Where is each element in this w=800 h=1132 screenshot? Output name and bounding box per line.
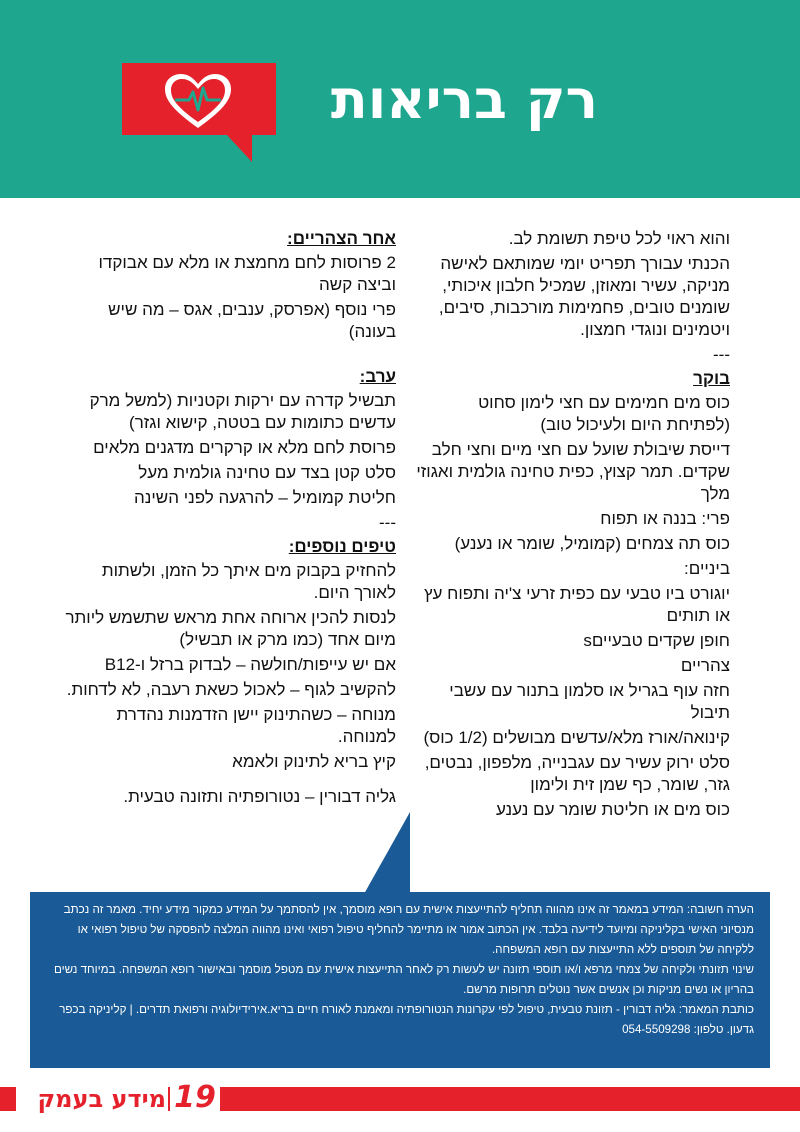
menu-item: סלט ירוק עשיר עם עגבנייה, מלפפון, נבטים, גזר, שומר, כף שמן זית ולימון bbox=[424, 753, 730, 794]
heart-pulse-icon bbox=[163, 72, 233, 132]
page-title: רק בריאות bbox=[330, 68, 598, 131]
intro-line-2: הכנתי עבורך תפריט יומי שמותאם לאישה מניקה, עשיר ומאוזן, שמכיל חלבון איכותי, שומנים טובים, פחמימות מורכבות, סיבים, ויטמינים ונוגדי חמצון. bbox=[438, 254, 730, 339]
tip-item: לנסות להכין ארוחה אחת מראש שתשמש ליותר מיום אחד (כמו מרק או תבשיל) bbox=[65, 608, 396, 649]
afternoon-heading: אחר הצהריים: bbox=[287, 229, 396, 248]
menu-item: דייסת שיבולת שועל עם חצי מיים וחצי חלב שקדים. תמר קצוץ, כפית טחינה גולמית ואגוזי מלך bbox=[416, 440, 730, 503]
intro-line-1: והוא ראוי לכל טיפת תשומת לב. bbox=[508, 229, 730, 248]
menu-item: תבשיל קדרה עם ירקות וקטניות (למשל מרק עדשים כתומות עם בטטה, קישוא וגזר) bbox=[89, 391, 396, 432]
menu-item: 2 פרוסות לחם מחמצת או מלא עם אבוקדו וביצה קשה bbox=[98, 253, 396, 294]
menu-item: פרי: בננה או תפוח bbox=[600, 509, 730, 528]
menu-item: יוגורט ביו טבעי עם כפית זרעי צ'יה ותפוח עץ או תותים bbox=[423, 584, 730, 625]
menu-item: כוס מים חמימים עם חצי לימון סחוט (לפתיחת היום ולעיכול טוב) bbox=[478, 393, 730, 434]
morning-heading: בוקר bbox=[693, 369, 730, 388]
publication-logo: מידע בעמק bbox=[37, 1085, 166, 1113]
evening-heading: ערב: bbox=[359, 367, 396, 386]
page-number: 19 bbox=[170, 1080, 220, 1114]
menu-item: חזה עוף בגריל או סלמון בתנור עם עשבי תיבול bbox=[449, 681, 730, 722]
tip-item: להקשיב לגוף – לאכול כשאת רעבה, לא לדחות. bbox=[66, 680, 396, 699]
tip-item: קיץ בריא לתינוק ולאמא bbox=[232, 752, 396, 771]
tips-heading: טיפים נוספים: bbox=[288, 537, 396, 556]
separator: --- bbox=[379, 513, 396, 532]
author-credit: כותבת המאמר: גליה דבורין - תזונת טבעית, טיפול לפי עקרונות הנטורופתיה ומאמנת לאורח חיים בריא.אירידיולוגיה ורפואת תדרים. | קליניקה בכפר גדעון. טלפון: 054-5509298 bbox=[59, 1003, 754, 1036]
author-line: גליה דבורין – נטורופתיה ותזונה טבעית. bbox=[123, 787, 396, 806]
left-column bbox=[60, 228, 396, 811]
right-column bbox=[410, 228, 730, 824]
separator: --- bbox=[713, 345, 730, 364]
disclaimer-paragraph: שינוי תזונתי ולקיחה של צמחי מרפא ו/או תוספי תזונה יש לעשות רק לאחר התייעצות אישית עם מטפל מוסמך ובאישור רופא המשפחה. במיוחד נשים בהריון או נשים מניקות וכן אנשים אשר נוטלים תרופות מרשם. bbox=[53, 963, 754, 996]
title-bubble-tail bbox=[226, 134, 252, 162]
disclaimer-box bbox=[30, 892, 770, 1068]
menu-item: כוס תה צמחים (קמומיל, שומר או נענע) bbox=[454, 534, 730, 553]
tip-item: להחזיק בקבוק מים איתך כל הזמן, ולשתות לאורך היום. bbox=[101, 561, 396, 602]
notice-bubble-tail bbox=[364, 812, 410, 894]
menu-item: קינואה/אורז מלא/עדשים מבושלים (1/2 כוס) bbox=[423, 728, 730, 747]
disclaimer-paragraph: הערה חשובה: המידע במאמר זה אינו מהווה תחליף להתייעצות אישית עם רופא מוסמך, אין להסתמך על המידע כמקור מידע יחיד. מאמר זה נכתב מנסיוני האישי בקליניקה ומיועד לידיעה בלבד. אין הכתוב אמור או מתיימר להחליף טיפול רפואי ואינו מהווה המלצה להפסקה של טיפול רפואי או ללקיחה של תוספים ללא התייעצות עם רופא המשפחה. bbox=[63, 903, 754, 956]
menu-item: פרוסת לחם מלא או קרקרים מדגנים מלאים bbox=[93, 438, 396, 457]
menu-item: ביניים: bbox=[684, 559, 730, 578]
menu-item: כוס מים או חליטת שומר עם נענע bbox=[495, 800, 730, 819]
tip-item: אם יש עייפות/חולשה – לבדוק ברזל ו-B12 bbox=[104, 655, 396, 674]
menu-item: חליטת קמומיל – להרגעה לפני השינה bbox=[134, 488, 396, 507]
tip-item: מנוחה – כשהתינוק יישן הזדמנות נהדרת למנוחה. bbox=[116, 705, 396, 746]
menu-item: סלט קטן בצד עם טחינה גולמית מעל bbox=[138, 463, 396, 482]
menu-item: צהריים bbox=[680, 656, 730, 675]
menu-item: חופן שקדים טבעייםs bbox=[583, 631, 730, 650]
menu-item: פרי נוסף (אפרסק, ענבים, אגס – מה שיש בעונה) bbox=[108, 300, 396, 341]
